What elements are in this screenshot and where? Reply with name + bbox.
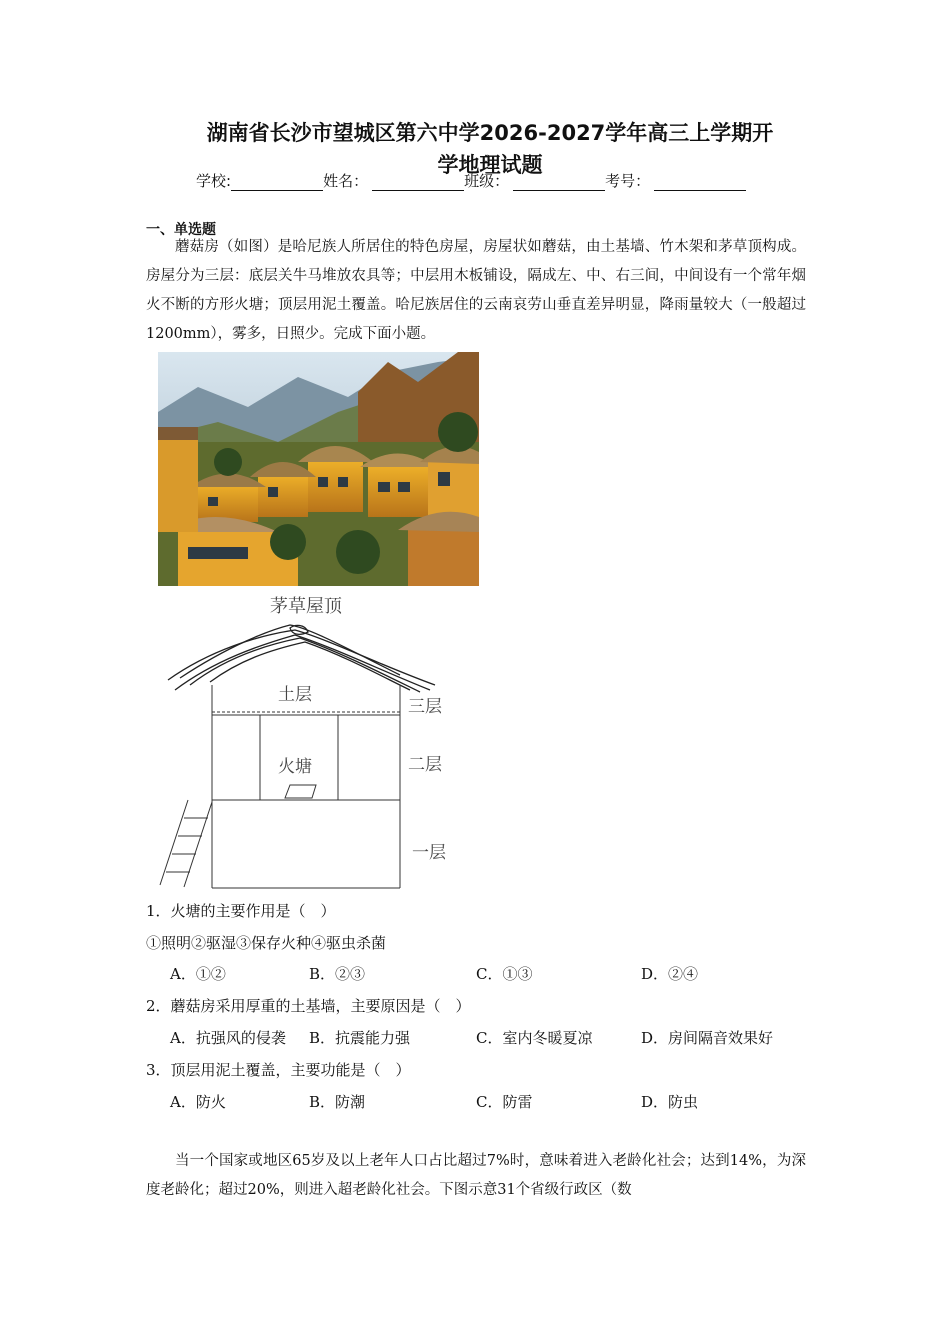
q1-option-b[interactable]: B．②③ — [309, 965, 366, 983]
passage-1-text: 蘑菇房（如图）是哈尼族人所居住的特色房屋，房屋状如蘑菇，由土基墙、竹木架和茅草顶构成。房屋分为三层：底层关牛马堆放农具等；中层用木板铺设，隔成左、中、右三间，中间设有一个常年烟火不断的方形火塘；顶层用泥土覆盖。哈尼族居住的云南哀劳山垂直差异明显，降雨量较大（一般超过1200mm），雾多，日照少。完成下面小题。 — [146, 239, 806, 342]
passage-2 — [146, 1147, 806, 1205]
name-blank[interactable] — [372, 174, 464, 191]
question-1-stem: 1．火塘的主要作用是（ ） — [146, 902, 336, 920]
school-label: 学校: — [196, 172, 232, 190]
q3-option-a[interactable]: A．防火 — [170, 1093, 226, 1111]
floor-3-label: 三层 — [408, 697, 442, 717]
q2-option-b[interactable]: B．抗震能力强 — [309, 1029, 411, 1047]
section-heading: 一、单选题 — [146, 222, 216, 238]
school-blank[interactable] — [231, 174, 323, 191]
q3-option-b[interactable]: B．防潮 — [309, 1093, 366, 1111]
question-3-stem: 3．顶层用泥土覆盖，主要功能是（ ） — [146, 1061, 411, 1079]
title-line-1: 湖南省长沙市望城区第六中学2026-2027学年高三上学期开 — [206, 121, 774, 145]
q2-option-a[interactable]: A．抗强风的侵袭 — [170, 1029, 286, 1047]
q3-option-d[interactable]: D．防虫 — [641, 1093, 699, 1111]
class-label: 班级： — [464, 172, 510, 190]
q1-option-c[interactable]: C．①③ — [476, 965, 533, 983]
student-info-line — [196, 170, 746, 191]
soil-layer-label: 土层 — [278, 685, 312, 705]
passage-2-text: 当一个国家或地区65岁及以上老年人口占比超过7%时，意味着进入老龄化社会；达到14%，为深度老龄化；超过20%，则进入超老龄化社会。下图示意31个省级行政区（数 — [146, 1153, 806, 1198]
q1-option-a[interactable]: A．①② — [170, 965, 226, 983]
question-2-stem: 2．蘑菇房采用厚重的土基墙，主要原因是（ ） — [146, 997, 471, 1015]
mushroom-house-diagram — [150, 590, 470, 900]
name-label: 姓名： — [323, 172, 369, 190]
mushroom-house-photo — [158, 352, 479, 586]
floor-2-label: 二层 — [408, 755, 442, 775]
class-blank[interactable] — [513, 174, 605, 191]
q1-option-d[interactable]: D．②④ — [641, 965, 699, 983]
thatched-roof — [168, 625, 435, 692]
building-frame — [160, 685, 400, 888]
q3-option-c[interactable]: C．防雷 — [476, 1093, 533, 1111]
question-1-note: ①照明②驱湿③保存火种④驱虫杀菌 — [146, 934, 387, 952]
number-blank[interactable] — [654, 174, 746, 191]
number-label: 考号： — [605, 172, 651, 190]
title-line-2: 学地理试题 — [437, 153, 543, 177]
floor-1-label: 一层 — [412, 843, 446, 863]
q2-option-c[interactable]: C．室内冬暖夏凉 — [476, 1029, 593, 1047]
q2-option-d[interactable]: D．房间隔音效果好 — [641, 1029, 774, 1047]
fire-pit-label: 火塘 — [278, 757, 312, 777]
passage-1 — [146, 233, 806, 349]
roof-label: 茅草屋顶 — [270, 596, 342, 617]
